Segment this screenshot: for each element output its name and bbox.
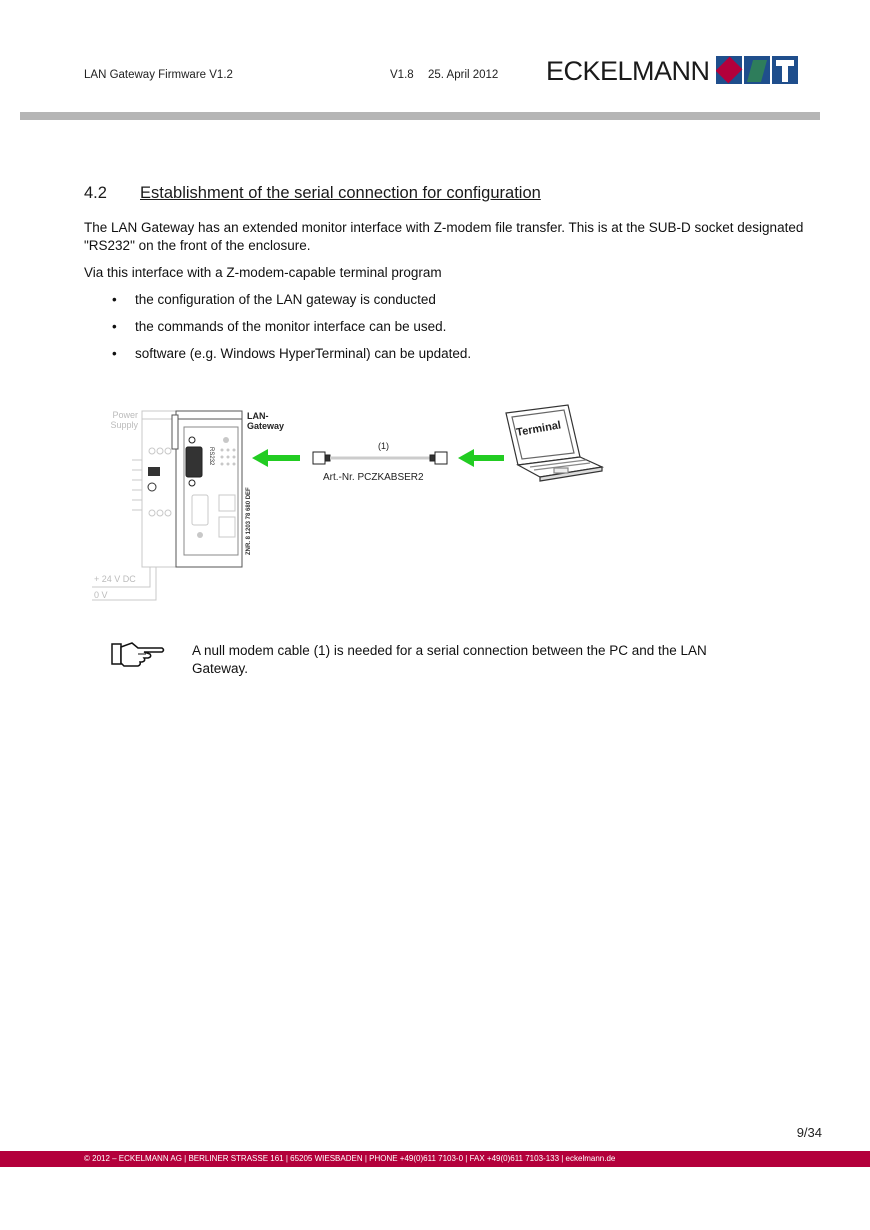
v24-label: + 24 V DC — [94, 574, 136, 584]
gateway-label-1: LAN- — [247, 411, 269, 421]
logo-stem — [782, 60, 788, 82]
pointing-hand-icon — [110, 640, 166, 670]
null-modem-cable — [313, 452, 447, 464]
logo-squares-icon — [716, 55, 800, 87]
doc-version: V1.8 — [390, 69, 414, 81]
rs232-connector — [186, 437, 202, 486]
v0-label: 0 V — [94, 590, 108, 600]
serial-number-label: ZNR. 8 1203 78 680 DEF — [246, 487, 252, 555]
section-number: 4.2 — [84, 184, 107, 202]
power-supply-label-2: Supply — [110, 420, 138, 430]
doc-title: LAN Gateway Firmware V1.2 — [84, 69, 233, 81]
bullet-text: the configuration of the LAN gateway is conducted — [135, 292, 436, 307]
footer-text: © 2012 – ECKELMANN AG | BERLINER STRASSE 161 | 65205 WIESBADEN | PHONE +49(0)611 7103-0 | FAX +49(0)611 7103-133 | eckelmann.de — [84, 1154, 616, 1163]
right-arrow-icon — [458, 449, 504, 467]
lan-gateway-module — [172, 411, 242, 567]
bullet-text: the commands of the monitor interface can be used. — [135, 319, 447, 334]
terminal-laptop-icon — [506, 405, 602, 481]
section-heading — [84, 184, 541, 203]
rs232-label: RS232 — [208, 447, 214, 466]
header-divider — [20, 112, 820, 120]
bullet-item: • the configuration of the LAN gateway is conducted — [112, 292, 436, 307]
cable-number: (1) — [378, 441, 389, 451]
page-number: 9/34 — [796, 1125, 822, 1140]
via-paragraph: Via this interface with a Z-modem-capable terminal program — [84, 265, 442, 280]
article-number: Art.-Nr. PCZKABSER2 — [323, 472, 424, 483]
intro-paragraph: The LAN Gateway has an extended monitor interface with Z-modem file transfer. This is at the SUB-D socket designated "RS232" on the front of the enclosure. — [84, 220, 804, 253]
gateway-label-2: Gateway — [247, 421, 285, 431]
logo-text: ECKELMANN — [546, 56, 710, 86]
section-title: Establishment of the serial connection for configuration — [140, 184, 541, 202]
power-supply-label-1: Power — [112, 410, 138, 420]
connection-diagram — [80, 395, 620, 610]
bullet-item: • software (e.g. Windows HyperTerminal) can be updated. — [112, 346, 472, 361]
power-supply-module — [132, 411, 176, 567]
note-text: A null modem cable (1) is needed for a serial connection between the PC and the LAN Gateway. — [192, 643, 707, 676]
bullet-item: • the commands of the monitor interface can be used. — [112, 319, 447, 334]
bullet-text: software (e.g. Windows HyperTerminal) can be updated. — [135, 346, 472, 361]
terminal-label: Terminal — [515, 419, 562, 439]
doc-date: 25. April 2012 — [428, 69, 499, 81]
left-arrow-icon — [252, 449, 300, 467]
